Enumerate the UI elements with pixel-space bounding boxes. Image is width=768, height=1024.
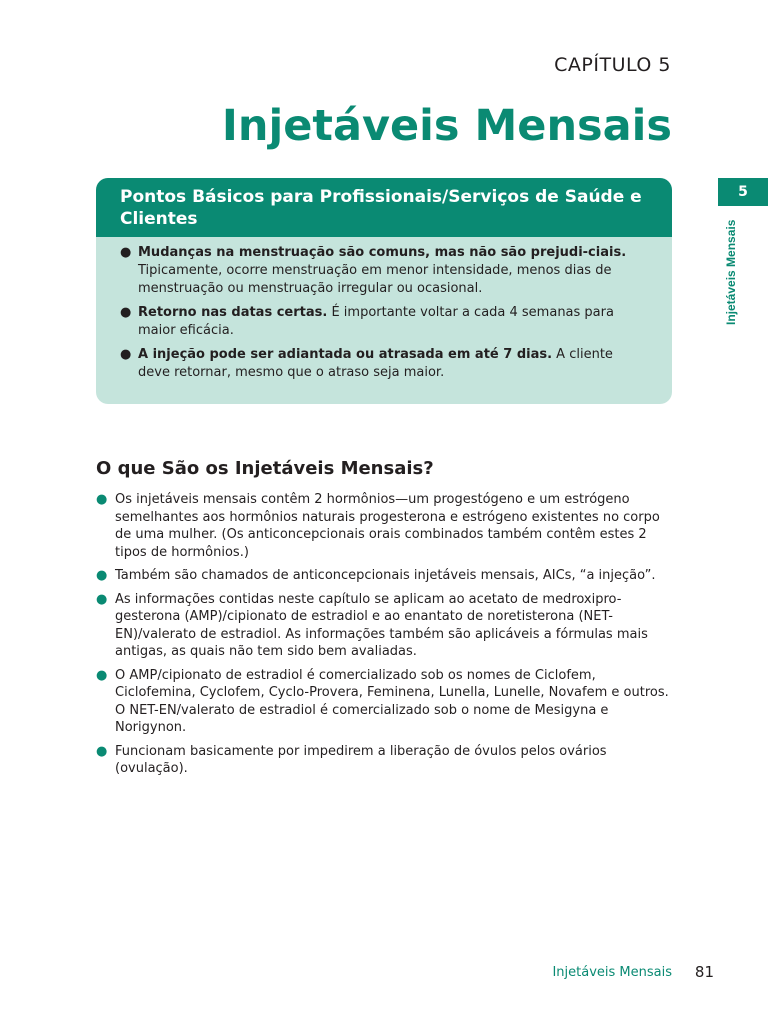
bullet-icon: ● bbox=[96, 568, 108, 583]
key-point-item bbox=[120, 346, 648, 382]
list-item bbox=[96, 491, 672, 561]
chapter-title: Injetáveis Mensais bbox=[221, 101, 672, 151]
chapter-tab-label: Injetáveis Mensais bbox=[724, 219, 738, 325]
bullet-icon: ● bbox=[120, 347, 132, 362]
list-item bbox=[96, 567, 672, 585]
key-points-list bbox=[96, 244, 672, 382]
key-point-text: Tipicamente, ocorre menstruação em menor intensidade, menos dias de menstruação ou menstruação irregular ou ocasional. bbox=[138, 263, 612, 296]
list-item-text: Funcionam basicamente por impedirem a liberação de óvulos pelos ovários (ovulação). bbox=[115, 743, 607, 776]
bullet-icon: ● bbox=[96, 743, 108, 759]
list-item bbox=[96, 591, 672, 661]
section-list bbox=[96, 491, 672, 784]
key-point-item bbox=[120, 244, 648, 298]
chapter-label: CAPÍTULO 5 bbox=[554, 54, 671, 76]
list-item-text: As informações contidas neste capítulo se aplicam ao acetato de medroxipro-gesterona (AMP)/cipionato de estradiol e ao enantato de noretisterona (NET-EN)/valerato de estradiol. As informações também são aplicáveis a fórmulas mais antigas, as quais não tem sido bem avaliadas. bbox=[115, 591, 648, 659]
list-item-text: Também são chamados de anticoncepcionais injetáveis mensais, AICs, “a injeção”. bbox=[115, 568, 656, 583]
page-number: 81 bbox=[694, 963, 714, 981]
key-point-item bbox=[120, 304, 648, 340]
bullet-icon: ● bbox=[120, 305, 132, 320]
footer-chapter-title: Injetáveis Mensais bbox=[552, 965, 672, 980]
bullet-icon: ● bbox=[96, 492, 108, 507]
key-point-bold: A injeção pode ser adiantada ou atrasada em até 7 dias. bbox=[138, 347, 553, 362]
key-point-bold: Retorno nas datas certas. bbox=[138, 305, 328, 320]
list-item bbox=[96, 743, 672, 778]
key-points-box bbox=[96, 178, 672, 404]
list-item-text: O AMP/cipionato de estradiol é comercializado sob os nomes de Ciclofem, Ciclofemina, Cyclofem, Cyclo-Provera, Feminena, Lunella, Lunelle, Novafem e outros. O NET-EN/valerato de estradiol é comercializado sob o nome de Mesigyna e Norigynon. bbox=[115, 667, 669, 735]
key-point-text: É importante voltar a cada 4 semanas para maior eficácia. bbox=[138, 305, 614, 338]
bullet-icon: ● bbox=[96, 591, 108, 607]
key-point-text: A cliente deve retornar, mesmo que o atraso seja maior. bbox=[138, 347, 613, 380]
key-points-title: Pontos Básicos para Profissionais/Serviços de Saúde e Clientes bbox=[96, 178, 672, 237]
key-point-bold: Mudanças na menstruação são comuns, mas não são prejudi-ciais. bbox=[138, 245, 627, 260]
list-item-text: Os injetáveis mensais contêm 2 hormônios—um progestógeno e um estrógeno semelhantes aos hormônios naturais progesterona e estrógeno existentes no corpo de uma mulher. (Os anticoncepcionais orais combinados também contêm estes 2 tipos de hormônios.) bbox=[115, 492, 660, 560]
bullet-icon: ● bbox=[120, 245, 132, 260]
section-heading: O que São os Injetáveis Mensais? bbox=[96, 458, 434, 479]
chapter-tab: 5 bbox=[718, 178, 768, 206]
list-item bbox=[96, 667, 672, 737]
bullet-icon: ● bbox=[96, 667, 108, 683]
